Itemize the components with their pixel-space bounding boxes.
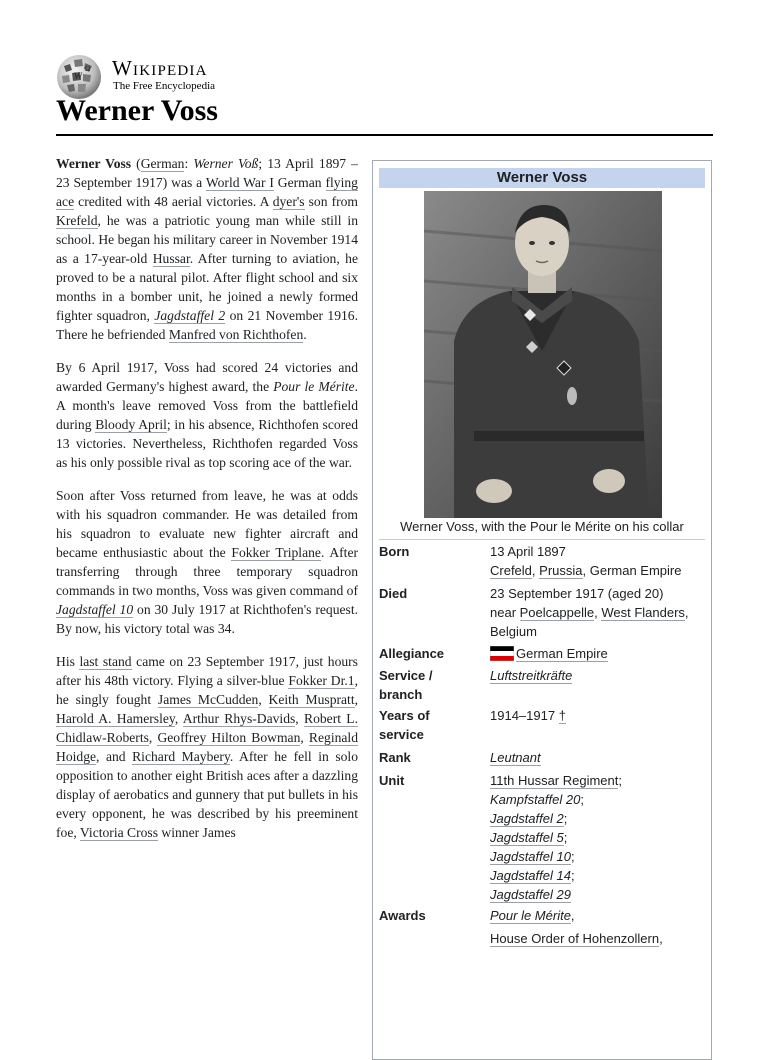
text-run: ; — [563, 830, 568, 845]
text-run: ; — [570, 849, 575, 864]
wordmark[interactable]: Wikipedia — [112, 56, 208, 80]
text-run: ( — [131, 156, 141, 171]
article-paragraph — [56, 486, 358, 638]
text-run: Pour le Mérite — [273, 379, 355, 394]
infobox-value — [490, 771, 710, 904]
text-run: By 6 April 1917, Voss had scored 24 victories and awarded Germany's highest award, the — [56, 360, 358, 394]
inline-link[interactable]: Arthur Rhys-Davids — [182, 711, 296, 726]
infobox-value-line — [490, 929, 710, 948]
text-run: 1914–1917 — [490, 708, 559, 723]
infobox-value-line — [490, 866, 710, 885]
text-run: , — [684, 605, 689, 620]
inline-link[interactable]: † — [558, 708, 566, 723]
infobox-value — [490, 584, 710, 641]
text-run: Kampfstaffel 20 — [490, 792, 581, 807]
article-paragraph — [56, 358, 358, 472]
infobox-label: Service / branch — [379, 668, 433, 702]
infobox-value-line — [490, 809, 710, 828]
text-run: , — [174, 711, 183, 726]
inline-link[interactable]: dyer's — [272, 194, 305, 209]
infobox-value — [490, 644, 710, 663]
text-run: , — [300, 730, 309, 745]
inline-link[interactable]: Fokker Dr.1 — [288, 673, 355, 688]
text-run: on 30 July 1917 at Richthofen's request. By now, his victory total was 34. — [56, 602, 358, 636]
article-body — [56, 154, 358, 856]
inline-link[interactable]: Victoria Cross — [79, 825, 159, 840]
inline-link[interactable]: James McCudden — [157, 692, 259, 707]
text-run: , — [354, 692, 359, 707]
page-title: Werner Voss — [56, 94, 218, 127]
inline-link[interactable]: Luftstreitkräfte — [490, 668, 573, 683]
infobox-value-line — [490, 906, 710, 925]
infobox — [372, 160, 712, 1060]
text-run: 23 September 1917 (aged 20) — [490, 586, 664, 601]
text-run: Soon after Voss returned from leave, he was at odds with his squadron commander. He was detailed from his squadron to evaluate new fighter aircraft and became enthusiastic about the — [56, 488, 358, 560]
text-run: . After he fell in solo opposition to another eight British aces after a dazzling display of aerobatics and gunnery that put bullets in his every opponent, he was described by his preeminent foe, — [56, 749, 358, 840]
inline-link[interactable]: Manfred von Richthofen — [168, 327, 304, 342]
inline-link[interactable]: House Order of Hohenzollern — [490, 931, 660, 946]
text-run: came on 23 September 1917, just hours after his 48th victory. Flying a silver-blue — [56, 654, 358, 688]
text-run: ; — [563, 811, 568, 826]
infobox-value-line — [490, 828, 710, 847]
text-run: . — [303, 327, 307, 342]
infobox-value — [490, 906, 710, 948]
inline-link[interactable]: 11th Hussar Regiment — [490, 773, 619, 788]
infobox-label: Allegiance — [379, 646, 445, 661]
title-divider — [56, 134, 713, 136]
tagline: The Free Encyclopedia — [113, 80, 216, 92]
svg-text:Ω: Ω — [85, 65, 91, 73]
infobox-value-line — [490, 790, 710, 809]
text-run: , — [295, 711, 304, 726]
inline-link[interactable]: Krefeld — [56, 213, 98, 228]
infobox-label: Rank — [379, 750, 411, 765]
infobox-label: Years of service — [379, 708, 430, 742]
infobox-value-line — [490, 847, 710, 866]
text-run: ; 13 April 1897 – 23 September 1917) was a — [56, 156, 358, 190]
inline-link[interactable]: Pour le Mérite — [490, 908, 571, 923]
infobox-label: Awards — [379, 908, 426, 923]
text-run: , he singly fought — [56, 673, 358, 707]
inline-link[interactable]: German — [140, 156, 185, 171]
german-empire-flag-icon — [490, 646, 514, 661]
inline-link[interactable]: Harold A. Hamersley — [56, 711, 175, 726]
inline-link[interactable]: Jagdstaffel 29 — [490, 887, 571, 902]
text-run: credited with 48 aerial victories. A — [74, 194, 273, 209]
inline-link[interactable]: Leutnant — [490, 750, 541, 765]
infobox-value-line — [490, 885, 710, 904]
inline-link[interactable]: Richard Maybery — [132, 749, 230, 764]
text-run: . After turning to aviation, he proved to be a natural pilot. After flight school and six months in a bomber unit, he joined a newly formed fighter squadron, — [56, 251, 358, 323]
text-run: . After transferring through three temporary squadron commands in two months, Voss was given command of — [56, 545, 359, 598]
inline-link[interactable]: Poelcappelle — [519, 605, 595, 620]
inline-link[interactable]: Fokker Triplane — [231, 545, 321, 560]
text-run: 13 April 1897 — [490, 544, 566, 559]
text-run: , — [594, 605, 602, 620]
text-run: , — [258, 692, 269, 707]
article-paragraph — [56, 652, 358, 842]
infobox-label: Died — [379, 586, 408, 601]
inline-link[interactable]: Bloody April — [95, 417, 167, 432]
inline-link[interactable]: last stand — [79, 654, 132, 669]
text-run: on 21 November 1916. There he befriended — [56, 308, 359, 342]
inline-link[interactable]: German Empire — [516, 646, 608, 661]
text-run: . A month's leave removed Voss from the battlefield during — [56, 379, 358, 432]
inline-link[interactable]: Robert L. Chidlaw-Roberts — [56, 711, 358, 745]
photo-caption: Werner Voss, with the Pour le Mérite on his collar — [400, 519, 684, 534]
infobox-title: Werner Voss — [379, 168, 705, 188]
text-run: ; in his absence, Richthofen scored 13 victories. Nevertheless, Richthofen regarded Voss as his only possible rival as top scoring ace of the war. — [56, 417, 359, 470]
portrait-photo[interactable] — [424, 191, 662, 518]
inline-link[interactable]: Jagdstaffel 10 — [490, 849, 571, 864]
infobox-label: Born — [379, 544, 410, 559]
inline-link[interactable]: Reginald Hoidge — [56, 730, 359, 764]
infobox-value-line — [490, 771, 710, 790]
text-run: near — [490, 605, 520, 620]
inline-link[interactable]: Jagdstaffel 14 — [490, 868, 571, 883]
text-run: son from — [304, 194, 358, 209]
text-run: , — [570, 908, 575, 923]
inline-link[interactable]: West Flanders — [601, 605, 685, 620]
text-run: , — [531, 563, 540, 578]
text-run: His — [56, 654, 80, 669]
text-run: ; — [618, 773, 622, 788]
infobox-value-line — [490, 622, 710, 641]
article-paragraph — [56, 154, 358, 344]
text-run: German — [273, 175, 326, 190]
inline-link[interactable]: Prussia — [539, 563, 583, 578]
text-run: Werner Voß — [193, 156, 259, 171]
inline-link[interactable]: Keith Muspratt — [268, 692, 355, 707]
bold-text: Werner Voss — [56, 156, 132, 171]
inline-link[interactable]: flying ace — [56, 175, 358, 209]
infobox-value — [490, 666, 710, 685]
inline-link[interactable]: Crefeld — [490, 563, 532, 578]
infobox-separator — [379, 539, 705, 540]
text-run: ; — [580, 792, 584, 807]
infobox-value-line — [490, 542, 710, 561]
text-run: : — [184, 156, 194, 171]
infobox-value — [490, 706, 710, 725]
text-run: Belgium — [490, 624, 537, 639]
svg-text:W: W — [74, 71, 83, 81]
text-run: , German Empire — [582, 563, 682, 578]
inline-link[interactable]: World War I — [205, 175, 274, 190]
inline-link[interactable]: Jagdstaffel 2 — [154, 308, 226, 323]
inline-link[interactable]: Jagdstaffel 10 — [56, 602, 134, 617]
text-run: , — [148, 730, 158, 745]
text-run: winner James — [158, 825, 236, 840]
infobox-value-line — [490, 603, 710, 622]
text-run: ; — [570, 868, 575, 883]
infobox-value-line — [490, 644, 710, 663]
inline-link[interactable]: Hussar — [152, 251, 190, 266]
text-run: , he was a patriotic young man while still in school. He began his military career in November 1914 as a 17-year-old — [56, 213, 358, 266]
inline-link[interactable]: Jagdstaffel 2 — [490, 811, 564, 826]
inline-link[interactable]: Jagdstaffel 5 — [490, 830, 564, 845]
text-run: , and — [96, 749, 133, 764]
infobox-label: Unit — [379, 773, 405, 788]
inline-link[interactable]: Geoffrey Hilton Bowman — [157, 730, 301, 745]
infobox-value — [490, 748, 710, 767]
text-run: , — [659, 931, 663, 946]
infobox-value-line — [490, 584, 710, 603]
infobox-value-line — [490, 706, 710, 725]
infobox-value-line — [490, 748, 710, 767]
infobox-value-line — [490, 561, 710, 580]
infobox-value — [490, 542, 710, 580]
infobox-value-line — [490, 666, 710, 685]
